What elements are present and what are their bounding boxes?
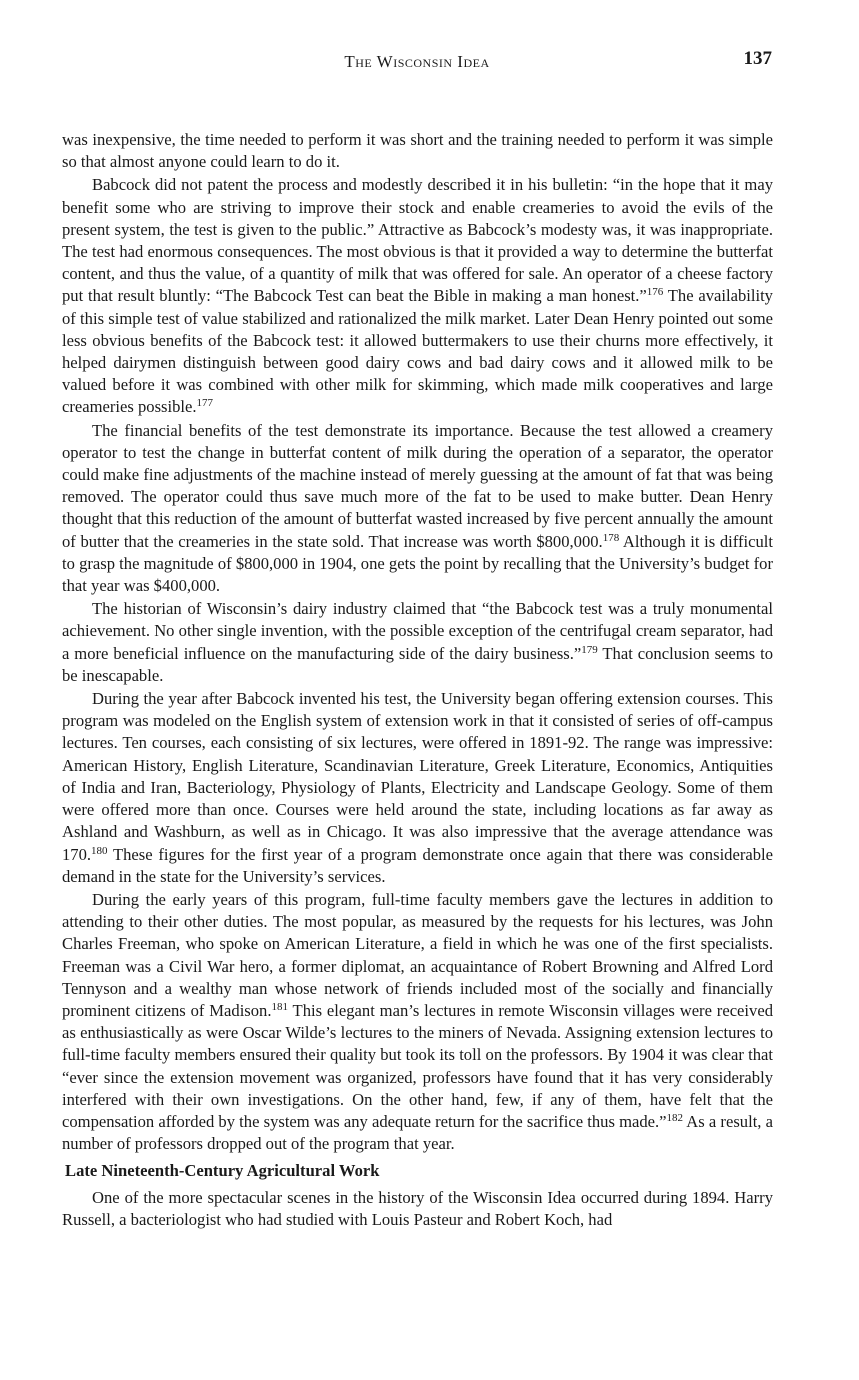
footnote-ref: 179 bbox=[581, 643, 598, 656]
running-head bbox=[62, 48, 772, 78]
section-heading: Late Nineteenth-Century Agricultural Work bbox=[65, 1161, 380, 1181]
paragraph-faculty-lectures: During the early years of this program, full-time faculty members gave the lectures in addition to attending to their other duties. The most popular, as measured by the requests for his lectures, was John Charles Freeman, who spoke on American Literature, a field in which he was one of the first specialists. Freeman was a Civil War hero, a former diplomat, an acquaintance of Robert Browning and Alfred Lord Tennyson and a wealthy man whose network of friends included most of the socially and financially prominent citizens of Madison.$^{181}$ This elegant man’s lectures in remote Wisconsin villages were received as enthusiastically as were Oscar Wilde’s lectures to the miners of Nevada. Assigning extension lectures to full-time faculty members ensured their quality but took its toll on the professors. By 1904 it was clear that “ever since the extension movement was organized, professors have found that it has very considerably interfered with their own investigations. On the other hand, few, if any of them, have felt that the compensation afforded by the system was any adequate return for the sacrifice thus made.”$^{182}$ As a result, a number of professors dropped out of the program that year. bbox=[62, 889, 773, 1154]
footnote-ref: 181 bbox=[271, 1000, 288, 1013]
paragraph-agricultural-work: One of the more spectacular scenes in the history of the Wisconsin Idea occurred during 1894. Harry Russell, a bacteriologist who had studied with Louis Pasteur and Robert Koch, had bbox=[62, 1187, 773, 1229]
body-text bbox=[62, 129, 773, 1232]
footnote-ref: 176 bbox=[646, 286, 664, 299]
footnote-ref: 180 bbox=[91, 844, 108, 857]
paragraph-continued: was inexpensive, the time needed to perform it was short and the training needed to perform it was simple so that almost anyone could learn to do it. bbox=[62, 130, 773, 172]
paragraph-financial-benefits: The financial benefits of the test demonstrate its importance. Because the test allowed a creamery operator to test the change in butterfat content of milk during the operation of a separator, the operator could make fine adjustments of the machine instead of merely guessing at the amount of fat that was being removed. The operator could thus save much more of the fat to be used to make butter. Dean Henry thought that this reduction of the amount of butterfat wasted increased by five percent annually the amount of butter that the creameries in the state sold. That increase was worth $800,000.$^{178}$ Although it is difficult to grasp the magnitude of $800,000 in 1904, one gets the point by recalling that the University’s budget for that year was $400,000. bbox=[62, 420, 774, 596]
paragraph-historian: The historian of Wisconsin’s dairy industry claimed that “the Babcock test was a truly monumental achievement. No other single invention, with the possible exception of the centrifugal cream separator, had a more beneficial influence on the manufacturing side of the dairy business.”$^{179}$ That conclusion seems to be inescapable. bbox=[62, 599, 773, 685]
paragraph-extension-courses: During the year after Babcock invented his test, the University began offering extension courses. This program was modeled on the English system of extension work in that it consisted of series of off-campus lectures. Ten courses, each consisting of six lectures, were offered in 1891-92. The range was impressive: American History, English Literature, Scandinavian Literature, Greek Literature, Economics, Antiquities of India and Iran, Bacteriology, Physiology of Plants, Electricity and Landscape Geology. Some of them were offered more than once. Courses were held around the state, including locations as far away as Ashland and Washburn, as well as in Chicago. It was also impressive that the average attendance was 170.$^{180}$ These figures for the first year of a program demonstrate once again that there was considerable demand in the state for the University’s services. bbox=[62, 689, 773, 886]
page-number: 137 bbox=[743, 48, 772, 69]
footnote-ref: 178 bbox=[602, 531, 620, 544]
footnote-ref: 177 bbox=[196, 397, 214, 410]
paragraph-babcock-patent: Babcock did not patent the process and modestly described it in his bulletin: “in the hope that it may benefit some who are striving to improve their stock and enable creameries to avoid the evils of the present system, the test is given to the public.” Attractive as Babcock’s modesty was, it was inappropriate. The test had enormous consequences. The most obvious is that it provided a way to determine the butterfat content, and thus the value, of a quantity of milk that was offered for sale. An operator of a cheese factory put that result bluntly: “The Babcock Test can beat the Bible in making a man honest.”$^{176}$ The availability of this simple test of value stabilized and rationalized the milk market. Later Dean Henry pointed out some less obvious benefits of the Babcock test: it allowed buttermakers to use their churns more effectively, it helped dairymen distinguish between good dairy cows and bad dairy cows and it allowed milk to be valued before it was combined with other milk for skimming, which made milk cooperatives and large creameries possible.$^{177}$ bbox=[62, 175, 773, 417]
footnote-ref: 182 bbox=[666, 1111, 684, 1124]
running-head-title: The Wisconsin Idea bbox=[344, 52, 490, 71]
